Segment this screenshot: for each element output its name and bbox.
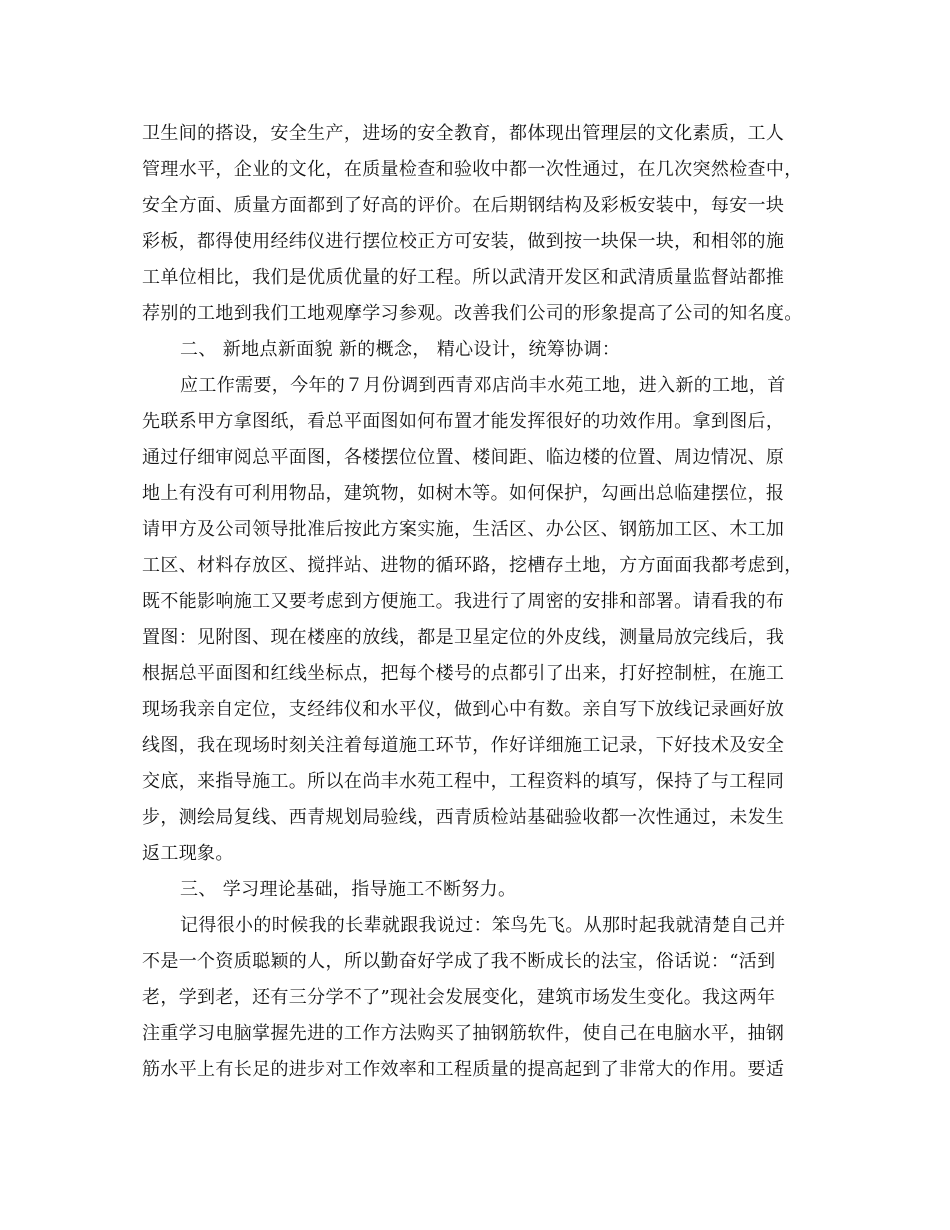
text-line: 现场我亲自定位，支经纬仪和水平仪，做到心中有数。亲自写下放线记录画好放 xyxy=(142,699,785,720)
text-line: 管理水平，企业的文化，在质量检查和验收中都一次性通过，在几次突然检查中， xyxy=(142,159,803,180)
text-line: 地上有没有可利用物品，建筑物，如树木等。如何保护，勾画出总临建摆位，报 xyxy=(142,483,785,504)
section-heading-2: 二、 新地点新面貌 新的概念， 精心设计，统筹协调： xyxy=(180,339,621,360)
text-line: 老，学到老，还有三分学不了”现社会发展变化，建筑市场发生变化。我这两年 xyxy=(142,987,776,1008)
text-line: 返工现象。 xyxy=(142,843,234,864)
text-line: 工单位相比，我们是优质优量的好工程。所以武清开发区和武清质量监督站都推 xyxy=(142,267,785,288)
text-line: 卫生间的搭设，安全生产，进场的安全教育，都体现出管理层的文化素质，工人 xyxy=(142,123,785,144)
text-line: 筋水平上有长足的进步对工作效率和工程质量的提高起到了非常大的作用。要适 xyxy=(142,1059,785,1080)
document-body xyxy=(142,116,810,1088)
text-line: 通过仔细审阅总平面图，各楼摆位位置、楼间距、临边楼的位置、周边情况、原 xyxy=(142,447,785,468)
text-line: 既不能影响施工又要考虑到方便施工。我进行了周密的安排和部署。请看我的布 xyxy=(142,591,785,612)
text-line: 线图，我在现场时刻关注着每道施工环节，作好详细施工记录，下好技术及安全 xyxy=(142,735,785,756)
text-line: 步，测绘局复线、西青规划局验线，西青质检站基础验收都一次性通过，未发生 xyxy=(142,807,785,828)
text-line: 请甲方及公司领导批准后按此方案实施，生活区、办公区、钢筋加工区、木工加 xyxy=(142,519,785,540)
text-line: 彩板，都得使用经纬仪进行摆位校正方可安装，做到按一块保一块，和相邻的施 xyxy=(142,231,785,252)
text-line: 置图：见附图、现在楼座的放线，都是卫星定位的外皮线，测量局放完线后，我 xyxy=(142,627,785,648)
text-line: 先联系甲方拿图纸，看总平面图如何布置才能发挥很好的功效作用。拿到图后， xyxy=(142,411,785,432)
paragraph-first-line: 记得很小的时候我的长辈就跟我说过：笨鸟先飞。从那时起我就清楚自己并 xyxy=(180,915,786,936)
section-heading-3: 三、 学习理论基础，指导施工不断努力。 xyxy=(180,879,517,900)
text-line: 不是一个资质聪颖的人，所以勤奋好学成了我不断成长的法宝，俗话说：“活到 xyxy=(142,951,776,972)
text-line: 工区、材料存放区、搅拌站、进物的循环路，挖槽存土地，方方面面我都考虑到， xyxy=(142,555,803,576)
text-line: 荐别的工地到我们工地观摩学习参观。改善我们公司的形象提高了公司的知名度。 xyxy=(142,303,803,324)
text-line: 交底，来指导施工。所以在尚丰水苑工程中，工程资料的填写，保持了与工程同 xyxy=(142,771,785,792)
paragraph-first-line: 应工作需要，今年的７月份调到西青邓店尚丰水苑工地，进入新的工地，首 xyxy=(180,375,786,396)
text-line: 根据总平面图和红线坐标点，把每个楼号的点都引了出来，打好控制桩，在施工 xyxy=(142,663,785,684)
text-line: 安全方面、质量方面都到了好高的评价。在后期钢结构及彩板安装中，每安一块 xyxy=(142,195,785,216)
text-line: 注重学习电脑掌握先进的工作方法购买了抽钢筋软件，使自己在电脑水平，抽钢 xyxy=(142,1023,785,1044)
